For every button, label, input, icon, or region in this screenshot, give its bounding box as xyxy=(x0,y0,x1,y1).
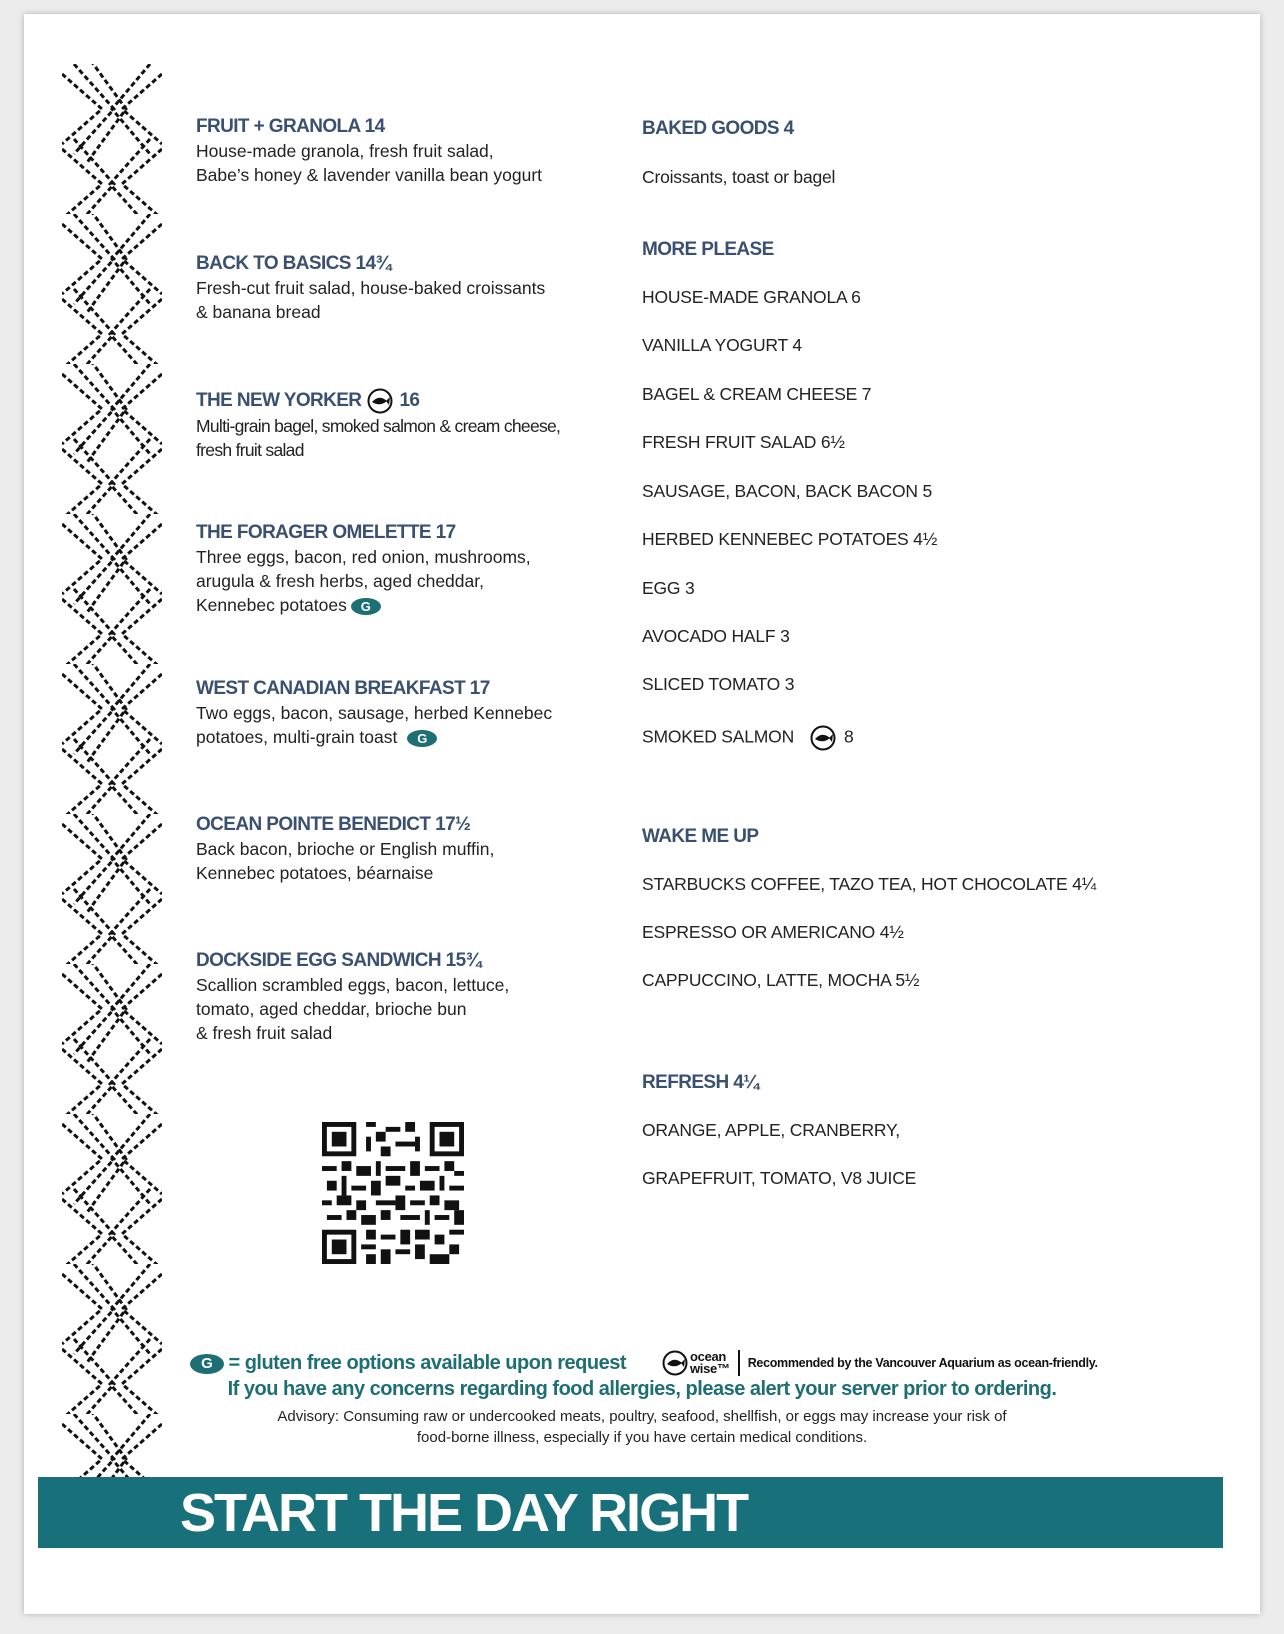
item-desc: arugula & fresh herbs, aged cheddar, xyxy=(196,571,484,591)
more-please-item: SLICED TOMATO 3 xyxy=(642,674,795,694)
menu-item-back-to-basics xyxy=(196,252,616,324)
refresh-title xyxy=(642,1071,758,1095)
item-title-text: THE NEW YORKER xyxy=(196,390,362,412)
footer-banner xyxy=(38,1477,1223,1548)
qr-code[interactable] xyxy=(322,1122,464,1264)
item-title xyxy=(196,388,616,414)
refresh-item: ORANGE, APPLE, CRANBERRY, xyxy=(642,1120,900,1140)
item-desc: Fresh-cut fruit salad, house-baked croissants xyxy=(196,278,546,298)
ocean-wise-logo xyxy=(690,1351,730,1375)
menu-item-west-canadian-breakfast xyxy=(196,677,616,749)
more-please-item: BAGEL & CREAM CHEESE 7 xyxy=(642,384,872,404)
ocean-wise-fish-icon xyxy=(810,725,836,751)
menu-item-ocean-pointe-benedict xyxy=(196,813,616,885)
item-desc xyxy=(196,725,616,749)
more-please-item: HERBED KENNEBEC POTATOES 4½ xyxy=(642,529,938,549)
section-title: MORE PLEASE xyxy=(642,239,774,260)
item-title: OCEAN POINTE BENEDICT 17½ xyxy=(196,814,471,835)
ocean-wise-logo-line2: wise™ xyxy=(690,1361,730,1376)
advisory-line: food-borne illness, especially if you have certain medical conditions. xyxy=(416,1429,868,1446)
menu-item-new-yorker xyxy=(196,388,616,462)
ocean-wise-text: Recommended by the Vancouver Aquarium as ocean-friendly. xyxy=(747,1356,1098,1370)
more-please-item: SAUSAGE, BACON, BACK BACON 5 xyxy=(642,481,933,501)
item-desc-text: potatoes, multi-grain toast xyxy=(196,727,398,747)
item-desc xyxy=(196,593,616,617)
item-title: DOCKSIDE EGG SANDWICH 15¾ xyxy=(196,950,481,971)
menu-item-dockside-egg-sandwich xyxy=(196,949,616,1045)
item-desc: tomato, aged cheddar, brioche bun xyxy=(196,999,467,1019)
wake-me-up-item: STARBUCKS COFFEE, TAZO TEA, HOT CHOCOLATE 4¼ xyxy=(642,874,1097,894)
advisory-line: Advisory: Consuming raw or undercooked meats, poultry, seafood, shellfish, or eggs may increase your risk of xyxy=(277,1408,1007,1425)
item-desc: fresh fruit salad xyxy=(196,440,304,460)
more-please-title xyxy=(642,238,774,262)
more-please-item: FRESH FRUIT SALAD 6½ xyxy=(642,432,845,452)
more-please-item: EGG 3 xyxy=(642,578,695,598)
refresh-item: GRAPEFRUIT, TOMATO, V8 JUICE xyxy=(642,1168,917,1188)
gluten-free-legend xyxy=(190,1352,626,1375)
item-title: THE FORAGER OMELETTE 17 xyxy=(196,522,456,543)
item-price: 8 xyxy=(844,726,854,747)
wake-me-up-title xyxy=(642,825,758,849)
ocean-wise-logo-line1: ocean xyxy=(690,1349,727,1364)
item-desc: Multi-grain bagel, smoked salmon & cream cheese, xyxy=(196,416,561,436)
section-title: REFRESH 4¼ xyxy=(642,1072,759,1093)
wake-me-up-item: CAPPUCCINO, LATTE, MOCHA 5½ xyxy=(642,970,920,990)
gluten-free-badge: G xyxy=(351,598,381,615)
ocean-wise-divider xyxy=(738,1350,740,1376)
allergy-notice: If you have any concerns regarding food allergies, please alert your server prior to ordering. xyxy=(227,1378,1057,1400)
section-title: BAKED GOODS 4 xyxy=(642,118,794,139)
item-desc-text: Kennebec potatoes xyxy=(196,595,347,615)
gluten-free-text: = gluten free options available upon request xyxy=(228,1352,626,1374)
wake-me-up-item: ESPRESSO OR AMERICANO 4½ xyxy=(642,922,904,942)
ocean-wise-fish-icon xyxy=(367,388,393,414)
item-label: SMOKED SALMON xyxy=(642,726,795,747)
item-price: 16 xyxy=(399,390,420,412)
item-desc: & fresh fruit salad xyxy=(196,1023,333,1043)
menu-item-forager-omelette xyxy=(196,521,616,617)
item-desc: House-made granola, fresh fruit salad, xyxy=(196,141,494,161)
baked-goods-desc: Croissants, toast or bagel xyxy=(642,167,836,187)
advisory-notice xyxy=(0,1406,1284,1448)
item-desc: Two eggs, bacon, sausage, herbed Kennebec xyxy=(196,703,553,723)
section-title: WAKE ME UP xyxy=(642,826,759,847)
item-desc: & banana bread xyxy=(196,302,321,322)
chevron-pattern xyxy=(62,64,162,1494)
item-title: BACK TO BASICS 14¾ xyxy=(196,253,391,274)
item-desc: Scallion scrambled eggs, bacon, lettuce, xyxy=(196,975,510,995)
baked-goods-title xyxy=(642,117,794,141)
more-please-item-smoked-salmon xyxy=(642,725,854,751)
chevron-pattern-graphic xyxy=(62,64,162,1494)
menu-item-fruit-granola xyxy=(196,115,616,187)
banner-title: START THE DAY RIGHT xyxy=(180,1483,748,1543)
item-desc: Three eggs, bacon, red onion, mushrooms, xyxy=(196,547,531,567)
item-desc: Kennebec potatoes, béarnaise xyxy=(196,863,434,883)
item-title: FRUIT + GRANOLA 14 xyxy=(196,116,385,137)
more-please-item: AVOCADO HALF 3 xyxy=(642,626,790,646)
item-title: WEST CANADIAN BREAKFAST 17 xyxy=(196,678,490,699)
more-please-item: VANILLA YOGURT 4 xyxy=(642,335,802,355)
more-please-item: HOUSE-MADE GRANOLA 6 xyxy=(642,287,861,307)
ocean-wise-legend xyxy=(662,1350,1098,1376)
gluten-free-badge: G xyxy=(190,1354,224,1374)
item-desc: Babe’s honey & lavender vanilla bean yogurt xyxy=(196,165,543,185)
ocean-wise-fish-icon xyxy=(662,1350,688,1376)
menu-page xyxy=(24,14,1260,1614)
item-desc: Back bacon, brioche or English muffin, xyxy=(196,839,495,859)
gluten-free-badge: G xyxy=(407,730,437,747)
